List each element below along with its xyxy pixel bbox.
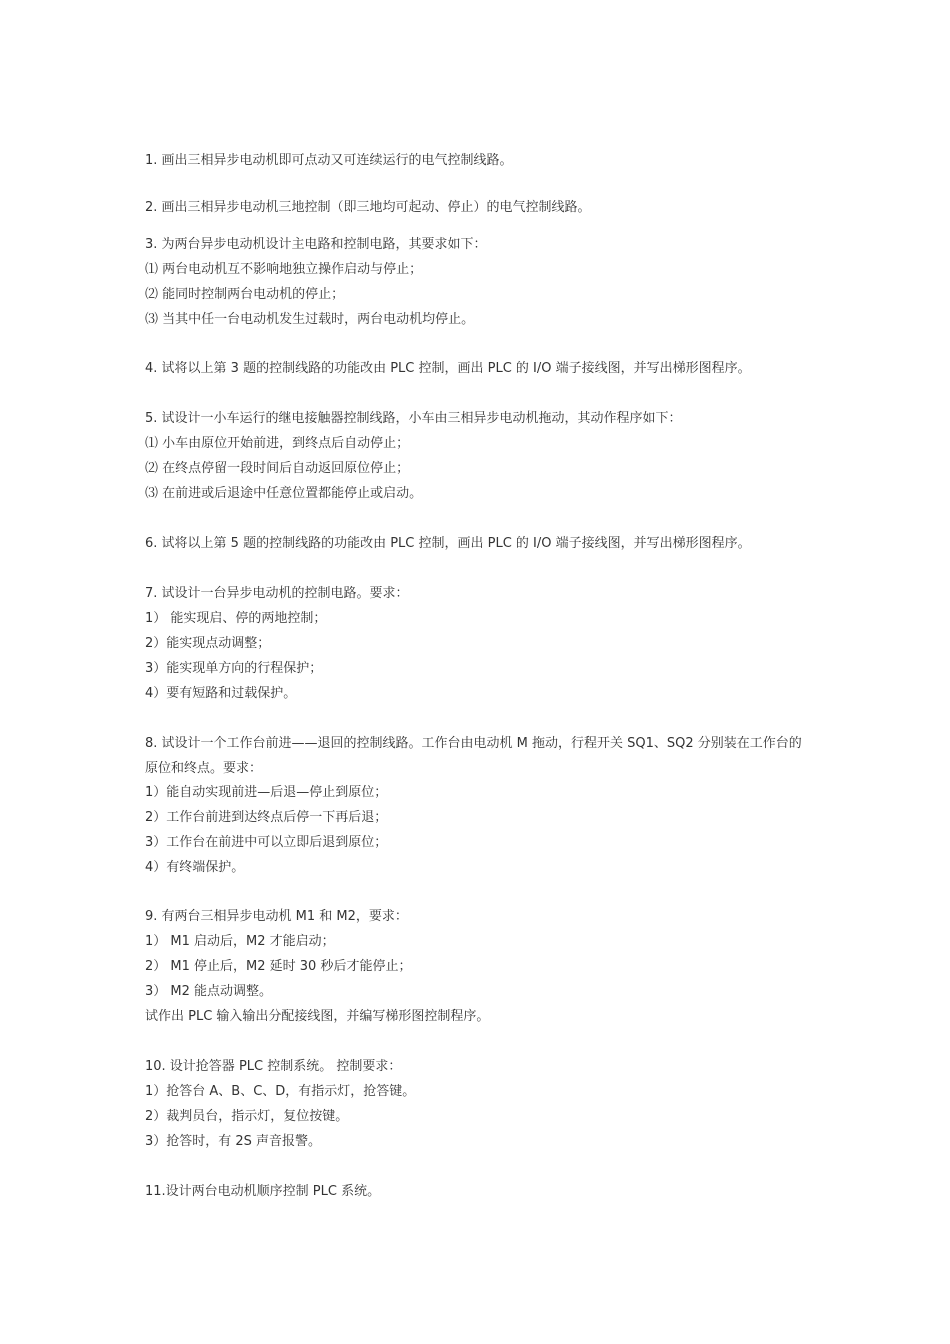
question-8-item: 1）能自动实现前进—后退—停止到原位；: [145, 785, 388, 800]
question-10-title: 10. 设计抢答器 PLC 控制系统。 控制要求：: [145, 1059, 402, 1074]
question-8-item: 4）有终端保护。: [145, 860, 245, 875]
question-6-title: 6. 试将以上第 5 题的控制线路的功能改由 PLC 控制，画出 PLC 的 I/O 端子接线图，并写出梯形图程序。: [145, 536, 751, 551]
question-7-item: 2）能实现点动调整；: [145, 636, 271, 651]
question-3-item: ⑴ 两台电动机互不影响地独立操作启动与停止；: [145, 262, 423, 277]
question-8-item: 3）工作台在前进中可以立即后退到原位；: [145, 835, 388, 850]
question-3-item: ⑶ 当其中任一台电动机发生过载时，两台电动机均停止。: [145, 312, 475, 327]
question-9-item: 3） M2 能点动调整。: [145, 984, 273, 999]
question-9-item: 1） M1 启动后，M2 才能启动；: [145, 934, 335, 949]
question-3-item: ⑵ 能同时控制两台电动机的停止；: [145, 287, 345, 302]
question-8-item: 2）工作台前进到达终点后停一下再后退；: [145, 810, 388, 825]
question-9-title: 9. 有两台三相异步电动机 M1 和 M2，要求：: [145, 909, 408, 924]
question-2-title: 2. 画出三相异步电动机三地控制（即三地均可起动、停止）的电气控制线路。: [145, 200, 591, 215]
question-7-item: 4）要有短路和过载保护。: [145, 686, 297, 701]
question-10-item: 3）抢答时，有 2S 声音报警。: [145, 1134, 322, 1149]
question-10-item: 1）抢答台 A、B、C、D，有指示灯，抢答键。: [145, 1084, 416, 1099]
question-5-item: ⑵ 在终点停留一段时间后自动返回原位停止；: [145, 461, 410, 476]
question-7-item: 1） 能实现启、停的两地控制；: [145, 611, 327, 626]
question-7-title: 7. 试设计一台异步电动机的控制电路。要求：: [145, 586, 409, 601]
question-10-item: 2）裁判员台，指示灯，复位按键。: [145, 1109, 349, 1124]
question-1-title: 1. 画出三相异步电动机即可点动又可连续运行的电气控制线路。: [145, 153, 513, 168]
question-4-title: 4. 试将以上第 3 题的控制线路的功能改由 PLC 控制，画出 PLC 的 I/O 端子接线图，并写出梯形图程序。: [145, 361, 751, 376]
question-9-item: 2） M1 停止后，M2 延时 30 秒后才能停止；: [145, 959, 412, 974]
question-8-title: 8. 试设计一个工作台前进——退回的控制线路。工作台由电动机 M 拖动，行程开关 SQ1、SQ2 分别装在工作台的原位和终点。要求：: [145, 736, 802, 776]
question-11-title: 11.设计两台电动机顺序控制 PLC 系统。: [145, 1184, 381, 1199]
question-5-item: ⑶ 在前进或后退途中任意位置都能停止或启动。: [145, 486, 423, 501]
question-5-item: ⑴ 小车由原位开始前进，到终点后自动停止；: [145, 436, 410, 451]
question-9-note: 试作出 PLC 输入输出分配接线图，并编写梯形图控制程序。: [145, 1009, 490, 1024]
question-7-item: 3）能实现单方向的行程保护；: [145, 661, 323, 676]
question-5-title: 5. 试设计一小车运行的继电接触器控制线路，小车由三相异步电动机拖动，其动作程序如下：: [145, 411, 682, 426]
question-3-title: 3. 为两台异步电动机设计主电路和控制电路，其要求如下：: [145, 237, 487, 252]
